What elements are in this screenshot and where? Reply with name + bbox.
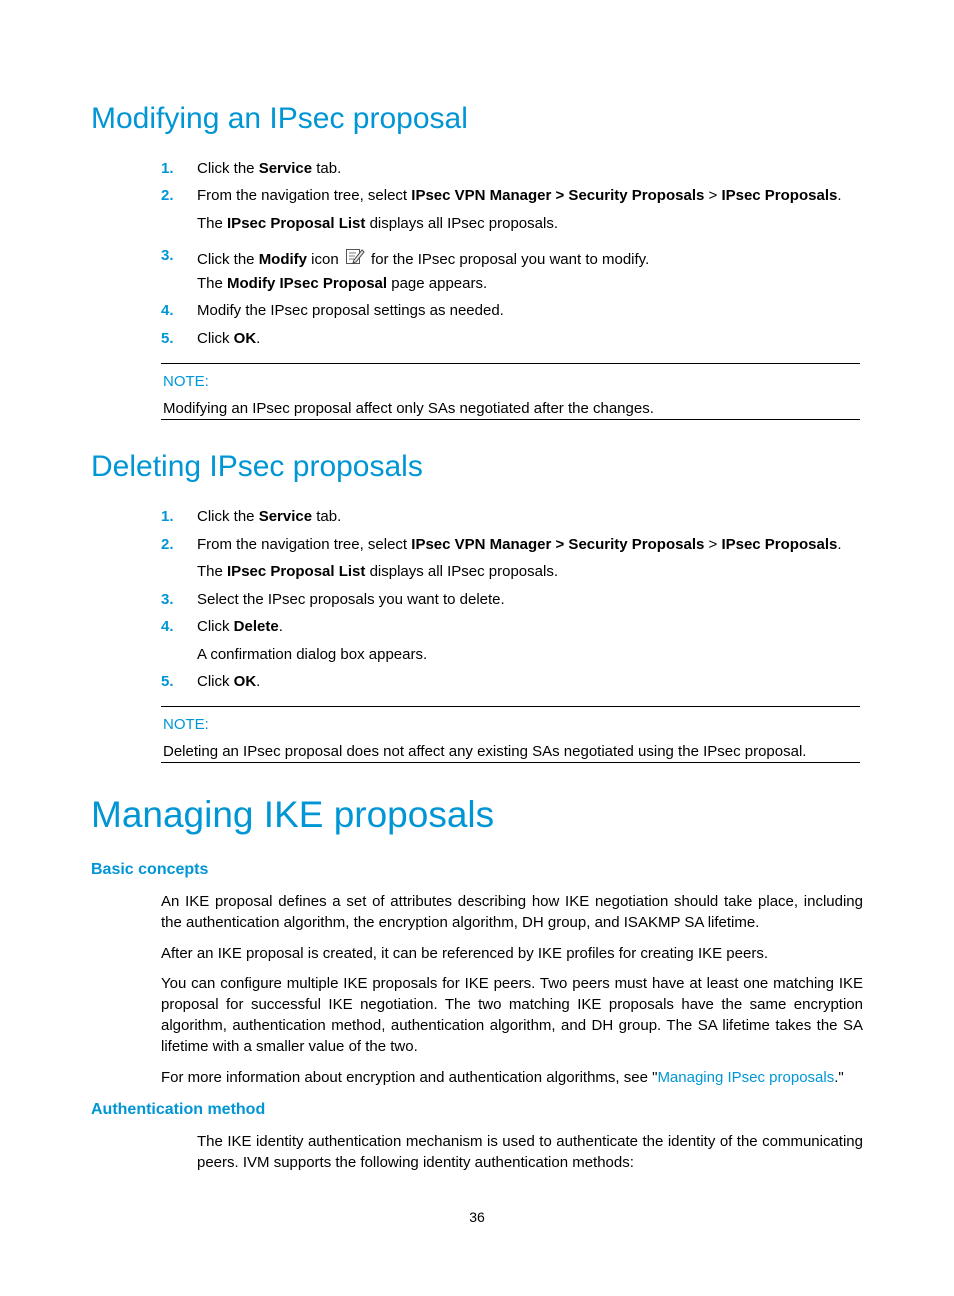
note-text: Modifying an IPsec proposal affect only SAs negotiated after the changes. [163,400,654,417]
note-top-rule [161,706,860,707]
step-text: Click the Service tab. [197,160,342,177]
step-text: From the navigation tree, select IPsec VPN Manager > Security Proposals > IPsec Proposals. [197,536,842,553]
step-number: 2. [161,187,174,204]
note-label: NOTE: [163,373,209,390]
step-text: Modify the IPsec proposal settings as needed. [197,302,504,319]
note-text: Deleting an IPsec proposal does not affect any existing SAs negotiated using the IPsec proposal. [163,743,807,760]
paragraph: An IKE proposal defines a set of attributes describing how IKE negotiation should take place, including the authentication algorithm, the encryption algorithm, DH group, and ISAKMP SA lifetime. [161,893,863,931]
step-subtext: A confirmation dialog box appears. [197,646,428,663]
step-subtext: The IPsec Proposal List displays all IPsec proposals. [197,215,558,232]
step-number: 5. [161,673,174,690]
paragraph: The IKE identity authentication mechanism is used to authenticate the identity of the communicating peers. IVM supports the following identity authentication methods: [197,1133,863,1171]
note-top-rule [161,363,860,364]
subsection-heading-authentication-method: Authentication method [91,1101,266,1118]
step-number: 1. [161,508,174,525]
step-text: Select the IPsec proposals you want to delete. [197,591,505,608]
step-text: Click Delete. [197,618,283,635]
step-number: 3. [161,247,174,264]
step-text: Click OK. [197,673,261,690]
note-bottom-rule [161,762,860,763]
step-number: 4. [161,302,174,319]
step-number: 3. [161,591,174,608]
paragraph: For more information about encryption and authentication algorithms, see "Managing IPsec proposals." [161,1069,844,1086]
chapter-title: Managing IKE proposals [91,794,495,835]
page-number: 36 [469,1209,485,1225]
step-number: 4. [161,618,174,635]
step-text: Click the Service tab. [197,508,342,525]
step-text: Click OK. [197,330,261,347]
paragraph: You can configure multiple IKE proposals for IKE peers. Two peers must have at least one matching IKE proposal for successful IKE negotiation. The two matching IKE proposals have the same encryption algorithm, authentication method, authentication algorithm, and DH group. The SA lifetime takes the SA lifetime with a smaller value of the two. [161,975,863,1055]
link-managing-ipsec-proposals[interactable]: Managing IPsec proposals [657,1069,835,1086]
step-subtext: The IPsec Proposal List displays all IPsec proposals. [197,563,558,580]
step-number: 5. [161,330,174,347]
note-label: NOTE: [163,716,209,733]
step-number: 1. [161,160,174,177]
step-text: From the navigation tree, select IPsec VPN Manager > Security Proposals > IPsec Proposals. [197,187,842,204]
step-subtext: The Modify IPsec Proposal page appears. [197,275,488,292]
section-title-delete: Deleting IPsec proposals [91,450,423,483]
step-number: 2. [161,536,174,553]
subsection-heading-basic-concepts: Basic concepts [91,861,209,878]
edit-icon [345,246,365,271]
paragraph: After an IKE proposal is created, it can be referenced by IKE profiles for creating IKE peers. [161,945,768,962]
section-title-modify: Modifying an IPsec proposal [91,102,468,135]
note-bottom-rule [161,419,860,420]
step-text: Click the Modify icon for the IPsec proposal you want to modify. [197,246,649,271]
